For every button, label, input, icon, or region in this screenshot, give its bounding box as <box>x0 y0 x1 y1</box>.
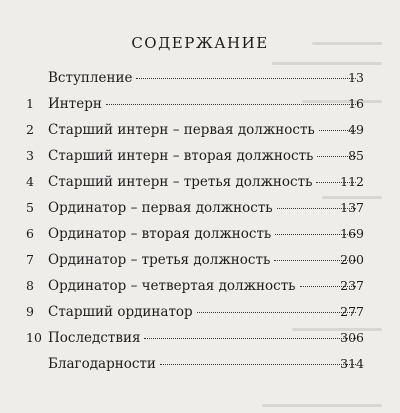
chapter-title: Ординатор – первая должность <box>48 200 273 216</box>
page-number: 13 <box>348 70 364 85</box>
page-number: 85 <box>348 148 364 163</box>
toc-entry[interactable] <box>0 174 400 200</box>
toc-entry[interactable] <box>0 96 400 122</box>
toc-entry[interactable] <box>0 70 400 96</box>
leader-dots <box>160 364 356 365</box>
toc-entry[interactable] <box>0 122 400 148</box>
chapter-title: Ординатор – четвертая должность <box>48 278 296 294</box>
leader-dots <box>144 338 356 339</box>
page-number: 314 <box>340 356 364 371</box>
page-number: 16 <box>348 96 364 111</box>
chapter-number: 7 <box>26 252 34 267</box>
chapter-number: 6 <box>26 226 34 241</box>
chapter-title: Старший интерн – третья должность <box>48 174 313 190</box>
toc-entry[interactable] <box>0 330 400 356</box>
chapter-number: 5 <box>26 200 34 215</box>
chapter-title: Старший интерн – первая должность <box>48 122 315 138</box>
chapter-title: Старший ординатор <box>48 304 193 320</box>
bleed-through-line <box>262 404 382 407</box>
bleed-through-line <box>272 62 382 65</box>
chapter-number: 1 <box>26 96 34 111</box>
page-number: 277 <box>340 304 364 319</box>
chapter-number: 3 <box>26 148 34 163</box>
toc-entry[interactable] <box>0 278 400 304</box>
chapter-title: Последствия <box>48 330 141 346</box>
toc-entry[interactable] <box>0 356 400 382</box>
toc-entry[interactable] <box>0 148 400 174</box>
chapter-title: Старший интерн – вторая должность <box>48 148 314 164</box>
page-number: 200 <box>340 252 364 267</box>
chapter-title: Ординатор – третья должность <box>48 252 271 268</box>
page-number: 112 <box>340 174 364 189</box>
toc-entry[interactable] <box>0 200 400 226</box>
chapter-title: Интерн <box>48 96 102 112</box>
page-number: 169 <box>340 226 364 241</box>
leader-dots <box>197 312 356 313</box>
chapter-number: 4 <box>26 174 34 189</box>
page-number: 237 <box>340 278 364 293</box>
chapter-number: 2 <box>26 122 34 137</box>
chapter-number: 8 <box>26 278 34 293</box>
page-number: 137 <box>340 200 364 215</box>
page-number: 306 <box>340 330 364 345</box>
leader-dots <box>136 78 356 79</box>
chapter-number: 10 <box>26 330 42 345</box>
leader-dots <box>106 104 356 105</box>
chapter-title: Благодарности <box>48 356 156 372</box>
toc-entry[interactable] <box>0 226 400 252</box>
chapter-title: Вступление <box>48 70 133 86</box>
toc-entry[interactable] <box>0 252 400 278</box>
chapter-number: 9 <box>26 304 34 319</box>
toc-heading: СОДЕРЖАНИЕ <box>131 34 269 52</box>
page-number: 49 <box>348 122 364 137</box>
toc-entry[interactable] <box>0 304 400 330</box>
chapter-title: Ординатор – вторая должность <box>48 226 272 242</box>
